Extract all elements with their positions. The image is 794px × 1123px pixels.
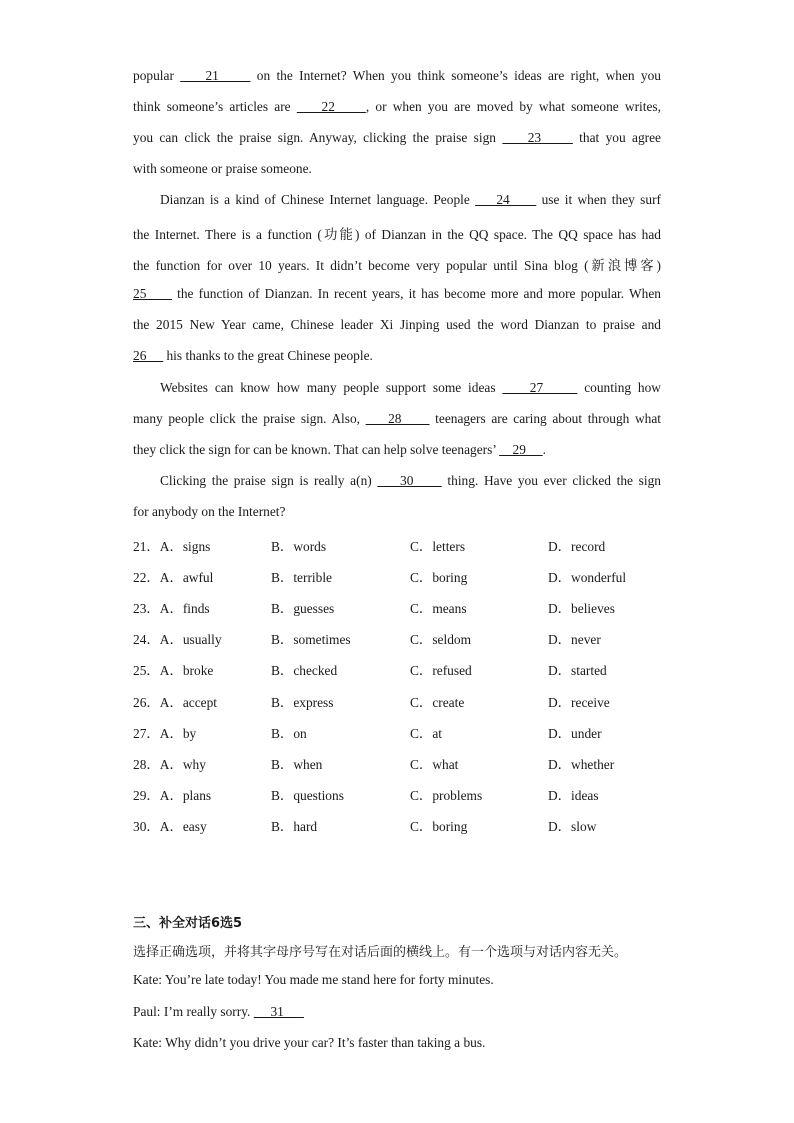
blank-26[interactable]: 26 [133, 348, 164, 363]
option-c[interactable]: C．problems [410, 788, 483, 803]
blank-25[interactable]: 25 [133, 286, 173, 301]
option-d[interactable]: D．ideas [548, 788, 599, 803]
option-b[interactable]: B．express [271, 695, 334, 710]
option-a[interactable]: 30．A．easy [133, 819, 207, 834]
blank-23[interactable]: 23 [502, 130, 573, 145]
blank-24[interactable]: 24 [475, 192, 537, 207]
option-a[interactable]: 21．A．signs [133, 539, 211, 554]
option-b[interactable]: B．words [271, 539, 327, 554]
option-c[interactable]: C．boring [410, 819, 468, 834]
option-a[interactable]: 28．A．why [133, 757, 206, 772]
question-29-options [133, 785, 661, 803]
option-b[interactable]: B．sometimes [271, 632, 351, 647]
passage-line-14: Clicking the praise sign is really a(n) 30 thing. Have you ever clicked the sign [160, 473, 661, 488]
option-c[interactable]: C．what [410, 757, 459, 772]
dialogue-line-2: Paul: I’m really sorry. 31 [133, 1004, 304, 1019]
option-c[interactable]: C．at [410, 726, 442, 741]
option-b[interactable]: B．when [271, 757, 323, 772]
option-d[interactable]: D．whether [548, 757, 615, 772]
passage-line-15: for anybody on the Internet? [133, 504, 286, 519]
question-27-options [133, 723, 661, 741]
question-30-options [133, 816, 661, 834]
option-d[interactable]: D．wonderful [548, 570, 627, 585]
passage-line-5: Dianzan is a kind of Chinese Internet language. People 24 use it when they surf [160, 192, 661, 207]
option-b[interactable]: B．terrible [271, 570, 332, 585]
option-d[interactable]: D．slow [548, 819, 597, 834]
blank-28[interactable]: 28 [365, 411, 430, 426]
passage-line-3: you can click the praise sign. Anyway, clicking the praise sign 23 that you agree [133, 130, 661, 145]
question-25-options [133, 660, 661, 678]
option-b[interactable]: B．questions [271, 788, 344, 803]
option-d[interactable]: D．believes [548, 601, 615, 616]
blank-30[interactable]: 30 [377, 473, 442, 488]
option-b[interactable]: B．guesses [271, 601, 335, 616]
passage-line-2: think someone’s articles are 22 , or when you are moved by what someone writes, [133, 99, 661, 114]
question-28-options [133, 754, 661, 772]
passage-line-1: popular 21 on the Internet? When you think someone’s ideas are right, when you [133, 68, 661, 83]
passage-line-11: Websites can know how many people support some ideas 27 counting how [160, 380, 661, 395]
option-b[interactable]: B．on [271, 726, 307, 741]
question-23-options [133, 598, 661, 616]
question-21-options [133, 536, 661, 554]
passage-line-13: they click the sign for can be known. That can help solve teenagers’ 29 . [133, 442, 547, 457]
blank-29[interactable]: 29 [499, 442, 543, 457]
passage-line-4: with someone or praise someone. [133, 161, 312, 176]
option-b[interactable]: B．checked [271, 663, 338, 678]
dialogue-line-3: Kate: Why didn’t you drive your car? It’s faster than taking a bus. [133, 1035, 486, 1050]
question-24-options [133, 629, 661, 647]
option-c[interactable]: C．refused [410, 663, 472, 678]
option-d[interactable]: D．started [548, 663, 607, 678]
option-a[interactable]: 27．A．by [133, 726, 197, 741]
option-d[interactable]: D．never [548, 632, 601, 647]
blank-21[interactable]: 21 [180, 68, 251, 83]
option-a[interactable]: 29．A．plans [133, 788, 212, 803]
section-instruction: 选择正确选项，并将其字母序号写在对话后面的横线上。有一个选项与对话内容无关。 [133, 945, 628, 960]
blank-27[interactable]: 27 [502, 380, 578, 395]
option-a[interactable]: 24．A．usually [133, 632, 222, 647]
passage-line-8: 25 the function of Dianzan. In recent years, it has become more and more popular. When [133, 286, 661, 301]
option-d[interactable]: D．receive [548, 695, 610, 710]
option-d[interactable]: D．record [548, 539, 606, 554]
option-c[interactable]: C．means [410, 601, 467, 616]
section-title: 三、补全对话6选5 [133, 916, 243, 931]
blank-22[interactable]: 22 [296, 99, 366, 114]
question-22-options [133, 567, 661, 585]
option-a[interactable]: 26．A．accept [133, 695, 218, 710]
option-c[interactable]: C．create [410, 695, 465, 710]
passage-line-10: 26 his thanks to the great Chinese people. [133, 348, 373, 363]
passage-line-6: the Internet. There is a function (功能) of Dianzan in the QQ space. The QQ space has had [133, 227, 661, 242]
option-a[interactable]: 25．A．broke [133, 663, 214, 678]
option-c[interactable]: C．letters [410, 539, 466, 554]
blank-31[interactable]: 31 [253, 1004, 304, 1019]
option-c[interactable]: C．boring [410, 570, 468, 585]
option-a[interactable]: 22．A．awful [133, 570, 214, 585]
option-a[interactable]: 23．A．finds [133, 601, 210, 616]
dialogue-line-1: Kate: You’re late today! You made me stand here for forty minutes. [133, 972, 494, 987]
option-b[interactable]: B．hard [271, 819, 318, 834]
question-26-options [133, 692, 661, 710]
option-c[interactable]: C．seldom [410, 632, 472, 647]
passage-line-7: the function for over 10 years. It didn’t become very popular until Sina blog (新浪博客) [133, 258, 661, 273]
option-d[interactable]: D．under [548, 726, 602, 741]
passage-line-12: many people click the praise sign. Also, 28 teenagers are caring about through what [133, 411, 661, 426]
passage-line-9: the 2015 New Year came, Chinese leader Xi Jinping used the word Dianzan to praise and [133, 317, 661, 332]
